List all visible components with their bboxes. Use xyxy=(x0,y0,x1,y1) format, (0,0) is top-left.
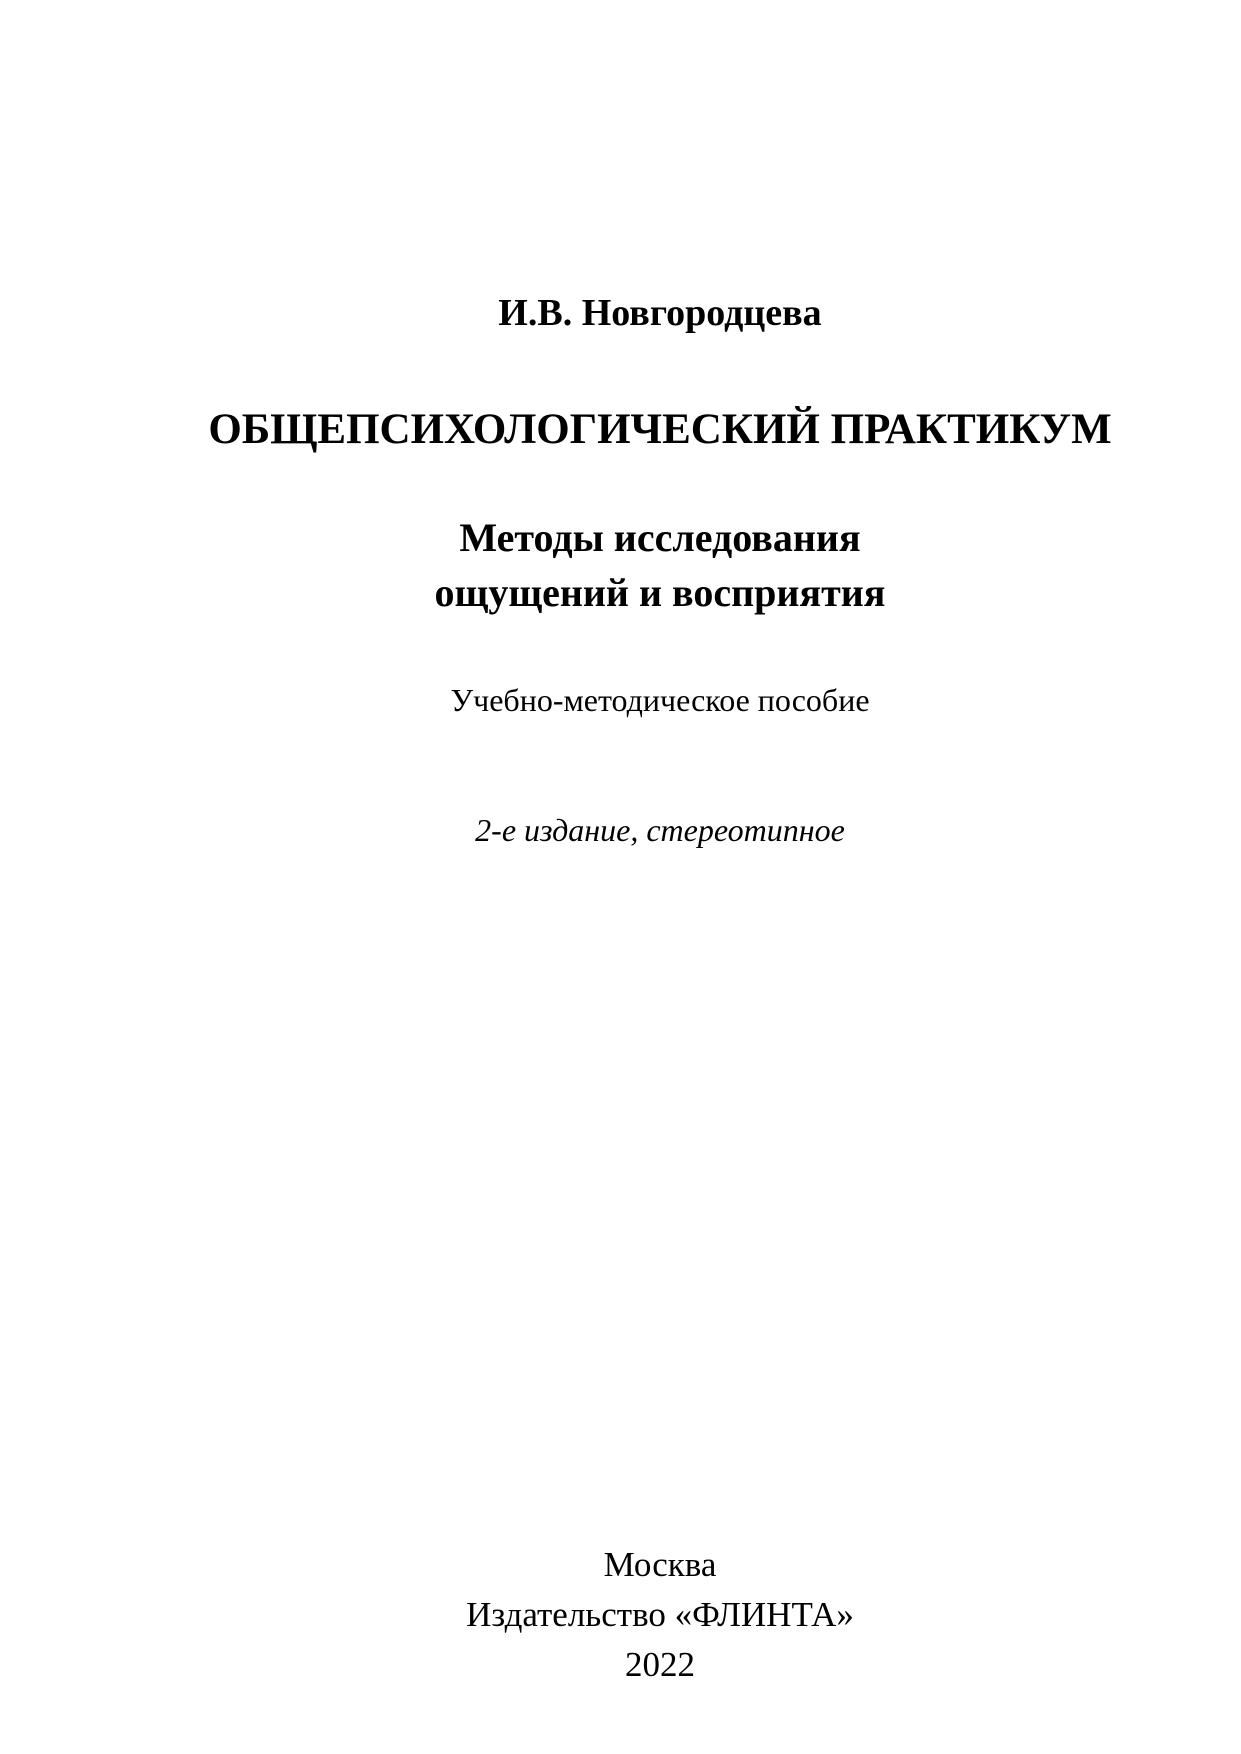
subtitle-line-2: ощущений и восприятия xyxy=(434,570,886,615)
book-title: ОБЩЕПСИХОЛОГИЧЕСКИЙ ПРАКТИКУМ xyxy=(208,406,1112,453)
imprint-publisher: Издательство «ФЛИНТА» xyxy=(466,1595,854,1634)
book-subtitle xyxy=(140,510,1180,620)
author-name: И.В. Новгородцева xyxy=(498,292,822,334)
publication-type: Учебно-методическое пособие xyxy=(450,682,870,718)
subtitle-line-1: Методы исследования xyxy=(459,515,861,560)
edition-note: 2-е издание, стереотипное xyxy=(475,812,845,848)
imprint-city: Москва xyxy=(603,1545,717,1584)
imprint-year: 2022 xyxy=(625,1645,695,1684)
imprint xyxy=(140,1540,1180,1690)
